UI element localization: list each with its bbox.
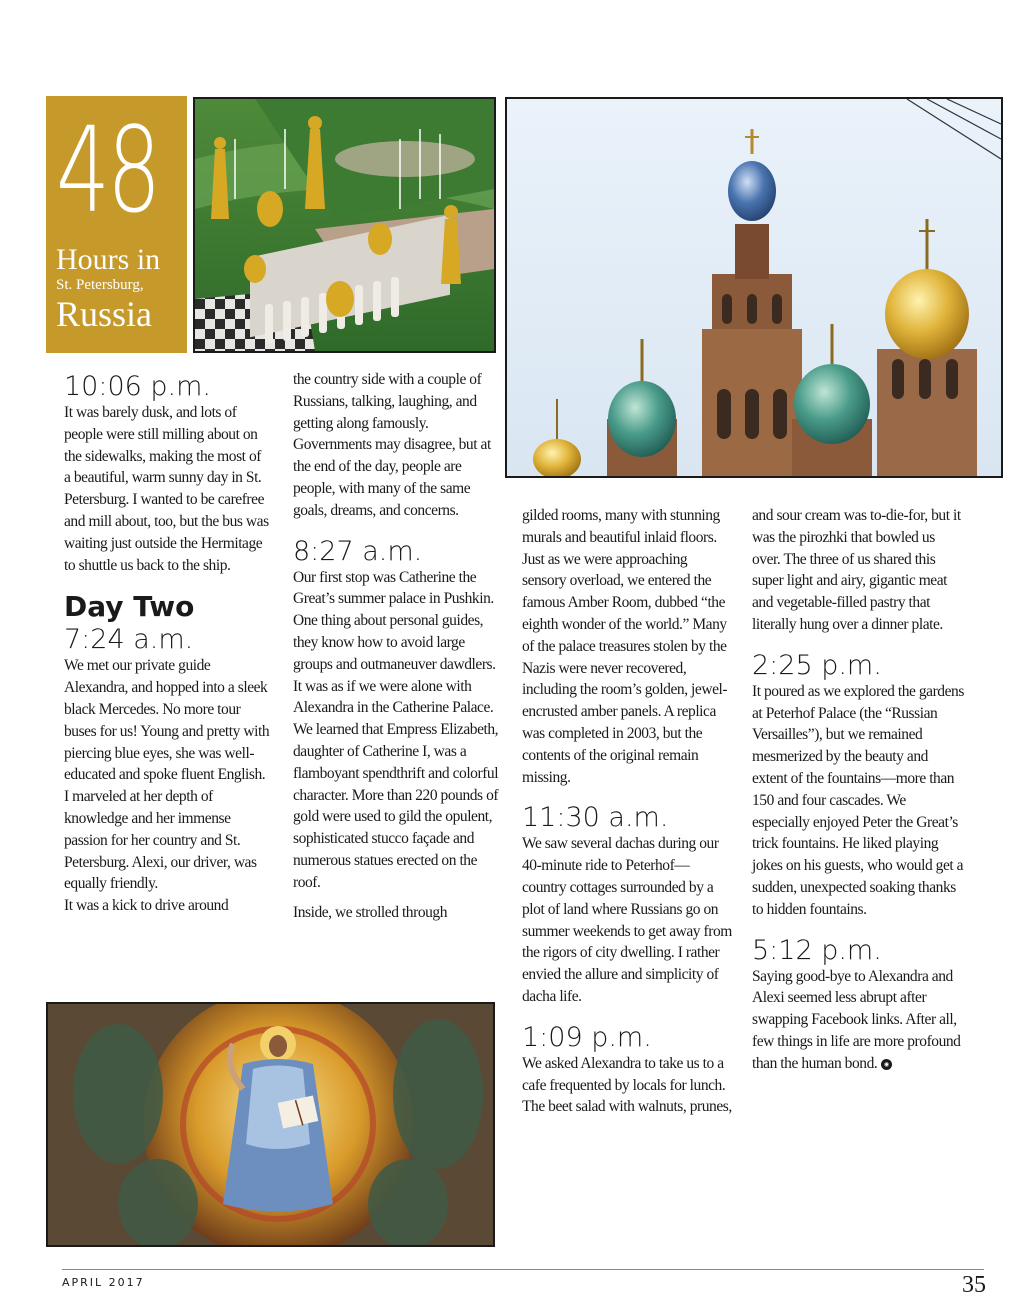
timestamp-1006pm: 10:06 p.m. — [64, 371, 211, 402]
issue-date: APRIL 2017 — [62, 1276, 145, 1289]
church-domes-photo — [505, 97, 1003, 478]
title-block — [46, 96, 187, 353]
peterhof-garden-illustration — [195, 99, 494, 351]
timestamp-512pm: 5:12 p.m. — [752, 934, 882, 966]
title-number: 48 — [56, 101, 159, 239]
paragraph: We met our private guide Alexandra, and hopped into a sleek black Mercedes. No more tour buses for us! Young and pretty with piercing blue eyes, she was well-educated and spoke fluent English. — [64, 657, 270, 784]
timestamp-1130am: 11:30 a.m. — [522, 802, 669, 834]
column-3 — [522, 505, 732, 1118]
paragraph: the country side with a couple of Russians, talking, laughing, and getting along famously. Governments may disagree, but at the end of the day, people are people, with many of the same goals, dreams, and concerns. — [293, 371, 491, 519]
paragraph: Inside, we strolled through — [293, 903, 448, 921]
timestamp-109pm: 1:09 p.m. — [522, 1021, 652, 1053]
paragraph: I marveled at her depth of knowledge and her immense passion for her country and St. Petersburg. Alexi, our driver, was equally friendly. — [64, 788, 257, 893]
title-country: Russia — [56, 294, 153, 334]
paragraph: and sour cream was to-die-for, but it was the pirozhki that bowled us over. The three of us shared this super light and airy, gigantic meat and vegetable-filled pastry that literally hung over a dinner plate. — [752, 507, 961, 633]
paragraph: It poured as we explored the gardens at Peterhof Palace (the “Russian Versailles”), but we remained mesmerized by the beauty and extent of the fountains—more than 150 and four cascades. We especially enjoyed Peter the Great’s trick fountains. He liked playing jokes on his guests, who would get a sudden, unexpected soaking thanks to hidden fountains. — [752, 682, 964, 918]
timestamp-724am: 7:24 a.m. — [64, 624, 194, 656]
paragraph: It was a kick to drive around — [64, 897, 229, 915]
title-city: St. Petersburg, — [56, 277, 144, 293]
paragraph: We saw several dachas during our 40-minute ride to Peterhof—country cottages surrounded by a plot of land where Russians go on summer weekends to get away from the rigors of city dwelling. I rather envied the allure and simplicity of dacha life. — [522, 835, 732, 1005]
column-2 — [293, 369, 505, 923]
peterhof-garden-photo — [193, 97, 496, 353]
footer-rule — [62, 1269, 984, 1270]
church-domes-illustration — [507, 99, 1001, 476]
paragraph: gilded rooms, many with stunning murals and beautiful inlaid floors. Just as we were approaching sensory overload, we entered the famous Amber Room, dubbed “the eighth wonder of the world.” Many of the palace treasures stolen by the Nazis were never recovered, including the room’s golden, jewel-encrusted amber panels. A replica was completed in 2003, but the contents of the original remain missing. — [522, 507, 728, 786]
day-two-heading: Day Two — [64, 590, 195, 624]
paragraph: Our first stop was Catherine the Great’s summer palace in Pushkin. One thing about personal guides, they know how to avoid large groups and outmaneuver dawdlers. It was as if we were alone with Alexandra in the Catherine Palace. We learned that Empress Elizabeth, daughter of Catherine I, was a flamboyant spendthrift and colorful character. More than 220 pounds of gold were used to gild the opulent, sophisticated stucco façade and numerous statues erected on the roof. — [293, 568, 499, 891]
paragraph: It was barely dusk, and lots of people were still milling about on the sidewalks, making the most of a beautiful, warm sunny day in St. Petersburg. I wanted to be carefree and mill about, too, but the bus was waiting just outside the Hermitage to shuttle us back to the ship. — [64, 404, 269, 574]
column-1 — [64, 371, 270, 917]
christ-mosaic-photo — [46, 1002, 495, 1247]
title-hours: Hours in — [56, 243, 161, 276]
timestamp-827am: 8:27 a.m. — [293, 535, 423, 567]
page-number: 35 — [962, 1272, 986, 1298]
end-mark-icon: ◉ — [881, 1059, 892, 1070]
paragraph — [752, 966, 964, 1075]
paragraph: We asked Alexandra to take us to a cafe frequented by locals for lunch. The beet salad with walnuts, prunes, — [522, 1054, 732, 1116]
christ-mosaic-illustration — [48, 1004, 493, 1245]
timestamp-225pm: 2:25 p.m. — [752, 649, 882, 681]
column-4 — [752, 505, 964, 1075]
closing-text: Saying good-bye to Alexandra and Alexi seemed less abrupt after swapping Facebook links. After all, few things in life are more profound than the human bond. — [752, 967, 961, 1072]
